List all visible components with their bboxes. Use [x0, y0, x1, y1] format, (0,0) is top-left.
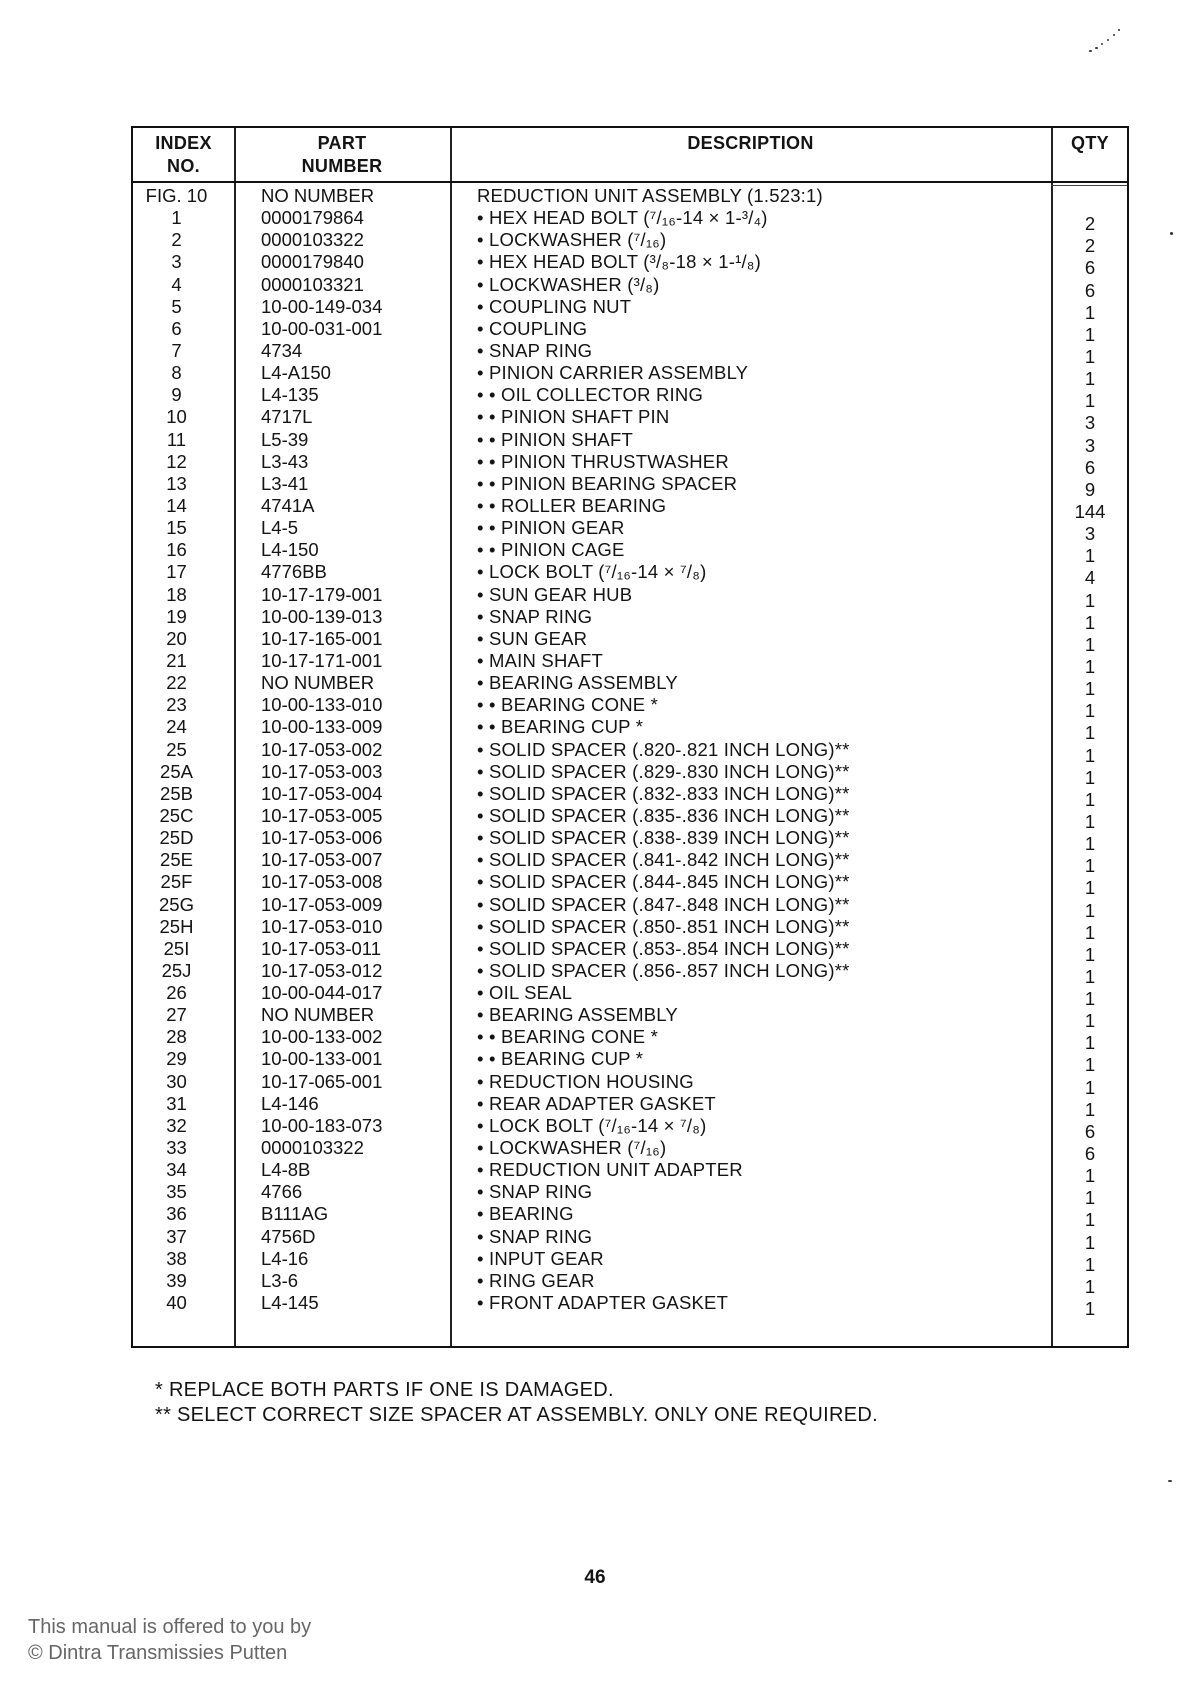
- qty-cell: 1: [1084, 788, 1096, 810]
- qty-cell: 1: [1084, 722, 1096, 744]
- index-cell: 33: [166, 1137, 187, 1159]
- table-row: [133, 1181, 1127, 1209]
- description-cell: • SUN GEAR: [477, 627, 588, 649]
- description-cell: • COUPLING NUT: [477, 295, 632, 317]
- part-number-cell: 10-17-165-001: [261, 627, 383, 649]
- table-row: [133, 273, 1127, 301]
- description-cell: • BEARING: [477, 1203, 574, 1225]
- table-row: [133, 1137, 1127, 1165]
- qty-cell: 1: [1084, 678, 1096, 700]
- table-row: [133, 539, 1127, 567]
- part-number-cell: 10-17-053-007: [261, 849, 383, 871]
- index-cell: 34: [166, 1159, 187, 1181]
- qty-cell: 144: [1074, 500, 1106, 522]
- index-cell: 25F: [160, 871, 193, 893]
- table-row: [133, 1269, 1127, 1297]
- table-body: [133, 185, 1127, 1320]
- table-row: [133, 1114, 1127, 1142]
- page-number: 46: [584, 1567, 606, 1588]
- description-cell: • LOCKWASHER (⁷/₁₆): [477, 229, 667, 251]
- table-row: [133, 1225, 1127, 1253]
- table-row: [133, 1026, 1127, 1054]
- part-number-cell: 10-17-171-001: [261, 649, 383, 671]
- index-cell: 25J: [161, 959, 192, 981]
- part-number-cell: 10-00-149-034: [261, 295, 383, 317]
- part-number-cell: L4-16: [261, 1247, 309, 1269]
- index-cell: 16: [166, 539, 187, 561]
- table-row: [133, 1159, 1127, 1187]
- index-cell: 9: [171, 384, 182, 406]
- description-cell: • REDUCTION HOUSING: [477, 1070, 694, 1092]
- part-number-cell: 10-17-053-004: [261, 782, 383, 804]
- index-cell: 13: [166, 472, 187, 494]
- part-number-cell: 0000179864: [261, 207, 364, 229]
- part-number-cell: 10-17-053-006: [261, 827, 383, 849]
- header-description: DESCRIPTION: [687, 133, 814, 153]
- table-row: [133, 893, 1127, 921]
- description-cell: • • PINION SHAFT: [477, 428, 633, 450]
- table-row: [133, 959, 1127, 987]
- part-number-cell: 10-00-133-001: [261, 1048, 383, 1070]
- description-cell: • REAR ADAPTER GASKET: [477, 1092, 716, 1114]
- qty-cell: 1: [1084, 1253, 1096, 1275]
- parts-table: [131, 126, 1129, 1348]
- description-cell: • SOLID SPACER (.829-.830 INCH LONG)**: [477, 760, 850, 782]
- table-row: [133, 317, 1127, 345]
- part-number-cell: 4734: [261, 339, 303, 361]
- description-cell: • SNAP RING: [477, 339, 593, 361]
- qty-cell: 6: [1084, 279, 1096, 301]
- qty-cell: 1: [1084, 611, 1096, 633]
- qty-cell: 1: [1084, 545, 1096, 567]
- table-row: [133, 339, 1127, 367]
- index-cell: 28: [166, 1026, 187, 1048]
- index-cell: 31: [166, 1092, 187, 1114]
- qty-cell: 6: [1084, 1143, 1096, 1165]
- description-cell: • SNAP RING: [477, 1181, 593, 1203]
- description-cell: • HEX HEAD BOLT (⁷/₁₆-14 × 1-³/₄): [477, 207, 768, 229]
- table-row: [133, 1203, 1127, 1231]
- part-number-cell: L4-135: [261, 384, 319, 406]
- description-cell: • • PINION CAGE: [477, 539, 625, 561]
- table-row: [133, 627, 1127, 655]
- description-cell: • MAIN SHAFT: [477, 649, 604, 671]
- part-number-cell: L4-146: [261, 1092, 319, 1114]
- table-row: [133, 1092, 1127, 1120]
- qty-cell: 1: [1084, 833, 1096, 855]
- header-index: INDEX NO.: [155, 133, 212, 176]
- part-number-cell: 10-17-053-012: [261, 959, 383, 981]
- qty-cell: 1: [1084, 810, 1096, 832]
- description-cell: • RING GEAR: [477, 1269, 595, 1291]
- description-cell: • LOCK BOLT (⁷/₁₆-14 × ⁷/₈): [477, 1114, 707, 1136]
- index-cell: 20: [166, 627, 187, 649]
- table-row: [133, 849, 1127, 877]
- description-cell: • LOCKWASHER (⁷/₁₆): [477, 1137, 667, 1159]
- index-cell: 5: [171, 295, 182, 317]
- index-cell: 24: [166, 716, 187, 738]
- part-number-cell: 10-17-053-002: [261, 738, 383, 760]
- qty-cell: 1: [1084, 855, 1096, 877]
- description-cell: • SNAP RING: [477, 605, 593, 627]
- qty-cell: 1: [1084, 390, 1096, 412]
- header-divider: [133, 181, 1127, 183]
- description-cell: • • PINION GEAR: [477, 517, 625, 539]
- description-cell: • SNAP RING: [477, 1225, 593, 1247]
- qty-cell: 1: [1084, 323, 1096, 345]
- part-number-cell: L3-43: [261, 450, 309, 472]
- table-row: [133, 207, 1127, 235]
- table-row: [133, 185, 1127, 207]
- header-qty: QTY: [1071, 133, 1109, 153]
- index-cell: 22: [166, 672, 187, 694]
- qty-cell: 6: [1084, 1120, 1096, 1142]
- description-cell: • SOLID SPACER (.847-.848 INCH LONG)**: [477, 893, 850, 915]
- qty-cell: 4: [1084, 567, 1096, 589]
- header-part-number: PART NUMBER: [301, 133, 383, 176]
- part-number-cell: 4766: [261, 1181, 303, 1203]
- part-number-cell: 0000103322: [261, 1137, 364, 1159]
- description-cell: • PINION CARRIER ASSEMBLY: [477, 362, 749, 384]
- qty-cell: 1: [1084, 633, 1096, 655]
- description-cell: • OIL SEAL: [477, 982, 573, 1004]
- index-cell: 19: [166, 605, 187, 627]
- qty-cell: 1: [1084, 1231, 1096, 1253]
- part-number-cell: L5-39: [261, 428, 309, 450]
- part-number-cell: 10-00-183-073: [261, 1114, 383, 1136]
- qty-cell: 1: [1084, 943, 1096, 965]
- table-row: [133, 827, 1127, 855]
- index-cell: 6: [171, 317, 182, 339]
- qty-cell: 1: [1084, 921, 1096, 943]
- scan-mark: [1085, 20, 1135, 60]
- index-cell: 39: [166, 1269, 187, 1291]
- part-number-cell: 10-00-044-017: [261, 982, 383, 1004]
- description-cell: • FRONT ADAPTER GASKET: [477, 1292, 729, 1314]
- table-row: [133, 295, 1127, 323]
- index-cell: 14: [166, 494, 187, 516]
- part-number-cell: L4-150: [261, 539, 319, 561]
- description-cell: • SOLID SPACER (.841-.842 INCH LONG)**: [477, 849, 850, 871]
- description-cell: • SOLID SPACER (.838-.839 INCH LONG)**: [477, 827, 850, 849]
- part-number-cell: 10-17-053-003: [261, 760, 383, 782]
- index-cell: 7: [171, 339, 182, 361]
- index-cell: 40: [166, 1292, 187, 1314]
- part-number-cell: L4-145: [261, 1292, 319, 1314]
- index-cell: 12: [166, 450, 187, 472]
- index-cell: 29: [166, 1048, 187, 1070]
- index-cell: 30: [166, 1070, 187, 1092]
- index-cell: 18: [166, 583, 187, 605]
- footnote-single: * REPLACE BOTH PARTS IF ONE IS DAMAGED.: [155, 1379, 614, 1401]
- table-row: [133, 649, 1127, 677]
- table-row: [133, 583, 1127, 611]
- part-number-cell: 10-17-065-001: [261, 1070, 383, 1092]
- part-number-cell: B111AG: [261, 1203, 329, 1225]
- description-cell: • • BEARING CUP *: [477, 1048, 644, 1070]
- qty-cell: 1: [1084, 1275, 1096, 1297]
- index-cell: 25B: [160, 782, 193, 804]
- qty-cell: 3: [1084, 434, 1096, 456]
- description-cell: • LOCKWASHER (³/₈): [477, 273, 660, 295]
- part-number-cell: L4-5: [261, 517, 299, 539]
- part-number-cell: 10-00-031-001: [261, 317, 383, 339]
- part-number-cell: L4-8B: [261, 1159, 311, 1181]
- scan-speck: [1170, 232, 1173, 235]
- index-cell: 26: [166, 982, 187, 1004]
- table-row: [133, 428, 1127, 456]
- index-cell: 11: [166, 428, 187, 450]
- qty-cell: 2: [1084, 213, 1096, 235]
- description-cell: • INPUT GEAR: [477, 1247, 604, 1269]
- qty-cell: 1: [1084, 1298, 1096, 1320]
- table-row: [133, 1247, 1127, 1275]
- qty-cell: 1: [1084, 655, 1096, 677]
- part-number-cell: L3-6: [261, 1269, 299, 1291]
- part-number-cell: 10-17-053-008: [261, 871, 383, 893]
- description-cell: • • PINION THRUSTWASHER: [477, 450, 729, 472]
- qty-cell: 2: [1084, 235, 1096, 257]
- table-row: [133, 782, 1127, 810]
- index-cell: 10: [166, 406, 187, 428]
- table-row: [133, 937, 1127, 965]
- table-row: [133, 1004, 1127, 1032]
- table-row: [133, 450, 1127, 478]
- description-cell: • COUPLING: [477, 317, 588, 339]
- description-cell: • • BEARING CUP *: [477, 716, 644, 738]
- description-cell: • SOLID SPACER (.856-.857 INCH LONG)**: [477, 959, 850, 981]
- table-row: [133, 982, 1127, 1010]
- table-row: [133, 251, 1127, 279]
- scan-speck: [1168, 1480, 1172, 1482]
- description-cell: • • ROLLER BEARING: [477, 494, 667, 516]
- part-number-cell: 4717L: [261, 406, 313, 428]
- qty-cell: 1: [1084, 1010, 1096, 1032]
- qty-cell: 3: [1084, 523, 1096, 545]
- description-cell: • • PINION SHAFT PIN: [477, 406, 670, 428]
- qty-cell: 1: [1084, 301, 1096, 323]
- description-cell: • HEX HEAD BOLT (³/₈-18 × 1-¹/₈): [477, 251, 762, 273]
- qty-cell: 1: [1084, 1054, 1096, 1076]
- table-row: [133, 738, 1127, 766]
- qty-cell: 1: [1084, 1076, 1096, 1098]
- index-cell: 25I: [163, 937, 190, 959]
- part-number-cell: 10-17-053-010: [261, 915, 383, 937]
- table-row: [133, 561, 1127, 589]
- part-number-cell: 10-00-133-002: [261, 1026, 383, 1048]
- index-cell: 2: [171, 229, 182, 251]
- index-cell: 3: [171, 251, 182, 273]
- qty-cell: 1: [1084, 766, 1096, 788]
- qty-cell: 1: [1084, 899, 1096, 921]
- index-cell: 8: [171, 362, 182, 384]
- description-cell: • • BEARING CONE *: [477, 1026, 659, 1048]
- index-cell: 15: [166, 517, 187, 539]
- description-cell: • • PINION BEARING SPACER: [477, 472, 738, 494]
- credit-footer: [28, 1614, 311, 1666]
- qty-cell: 1: [1084, 1032, 1096, 1054]
- part-number-cell: 4741A: [261, 494, 315, 516]
- qty-cell: 9: [1084, 478, 1096, 500]
- description-cell: • BEARING ASSEMBLY: [477, 672, 678, 694]
- table-row: [133, 406, 1127, 434]
- description-cell: • SOLID SPACER (.853-.854 INCH LONG)**: [477, 937, 850, 959]
- qty-cell: 6: [1084, 257, 1096, 279]
- index-cell: 1: [171, 207, 182, 229]
- description-cell: • SOLID SPACER (.820-.821 INCH LONG)**: [477, 738, 850, 760]
- table-row: [133, 472, 1127, 500]
- footnotes: [155, 1378, 878, 1428]
- table-row: [133, 915, 1127, 943]
- table-row: [133, 1048, 1127, 1076]
- part-number-cell: 10-17-053-011: [261, 937, 381, 959]
- part-number-cell: 0000179840: [261, 251, 364, 273]
- part-number-cell: 10-00-139-013: [261, 605, 383, 627]
- table-row: [133, 871, 1127, 899]
- index-cell: 25E: [160, 849, 193, 871]
- description-cell: • SOLID SPACER (.835-.836 INCH LONG)**: [477, 804, 850, 826]
- part-number-cell: 10-17-179-001: [261, 583, 383, 605]
- qty-cell: 1: [1084, 589, 1096, 611]
- credit-line-2: © Dintra Transmissies Putten: [28, 1642, 288, 1664]
- part-number-cell: NO NUMBER: [261, 1004, 375, 1026]
- footnote-double: ** SELECT CORRECT SIZE SPACER AT ASSEMBLY. ONLY ONE REQUIRED.: [155, 1404, 878, 1426]
- index-cell: 25G: [159, 893, 194, 915]
- index-cell: 17: [166, 561, 187, 583]
- index-cell: 27: [166, 1004, 187, 1026]
- index-cell: 21: [166, 649, 187, 671]
- table-row: [133, 1292, 1127, 1320]
- part-number-cell: L4-A150: [261, 362, 331, 384]
- qty-cell: 1: [1084, 988, 1096, 1010]
- description-cell: • • BEARING CONE *: [477, 694, 659, 716]
- table-row: [133, 672, 1127, 700]
- table-row: [133, 517, 1127, 545]
- table-row: [133, 1070, 1127, 1098]
- part-number-cell: L3-41: [261, 472, 309, 494]
- index-cell: 25: [166, 738, 187, 760]
- table-row: [133, 716, 1127, 744]
- qty-cell: 1: [1084, 744, 1096, 766]
- part-number-cell: 4776BB: [261, 561, 327, 583]
- index-cell: 25D: [159, 827, 194, 849]
- part-number-cell: NO NUMBER: [261, 185, 375, 206]
- description-cell: • SOLID SPACER (.850-.851 INCH LONG)**: [477, 915, 850, 937]
- table-row: [133, 760, 1127, 788]
- qty-cell: 1: [1084, 700, 1096, 722]
- table-row: [133, 229, 1127, 257]
- index-cell: 32: [166, 1114, 187, 1136]
- part-number-cell: 4756D: [261, 1225, 316, 1247]
- part-number-cell: 0000103321: [261, 273, 364, 295]
- qty-cell: 1: [1084, 1187, 1096, 1209]
- qty-cell: 1: [1084, 1098, 1096, 1120]
- part-number-cell: 10-17-053-005: [261, 804, 383, 826]
- index-cell: 25A: [160, 760, 193, 782]
- table-row: [133, 384, 1127, 412]
- index-cell: 35: [166, 1181, 187, 1203]
- qty-cell: 1: [1084, 877, 1096, 899]
- qty-cell: 1: [1084, 345, 1096, 367]
- table-row: [133, 362, 1127, 390]
- part-number-cell: NO NUMBER: [261, 672, 375, 694]
- table-row: [133, 694, 1127, 722]
- qty-cell: 1: [1084, 965, 1096, 987]
- description-cell: • LOCK BOLT (⁷/₁₆-14 × ⁷/₈): [477, 561, 707, 583]
- index-cell: 36: [166, 1203, 187, 1225]
- qty-cell: 3: [1084, 412, 1096, 434]
- part-number-cell: 10-00-133-010: [261, 694, 383, 716]
- index-cell: 4: [171, 273, 182, 295]
- table-row: [133, 804, 1127, 832]
- description-cell: • SUN GEAR HUB: [477, 583, 633, 605]
- description-cell: • REDUCTION UNIT ADAPTER: [477, 1159, 743, 1181]
- description-cell: • SOLID SPACER (.844-.845 INCH LONG)**: [477, 871, 850, 893]
- qty-cell: 1: [1084, 1209, 1096, 1231]
- qty-cell: 1: [1084, 368, 1096, 390]
- index-cell: 38: [166, 1247, 187, 1269]
- index-cell: FIG. 10: [145, 185, 208, 206]
- qty-cell: 6: [1084, 456, 1096, 478]
- table-row: [133, 605, 1127, 633]
- part-number-cell: 10-00-133-009: [261, 716, 383, 738]
- description-cell: REDUCTION UNIT ASSEMBLY (1.523:1): [477, 185, 823, 206]
- description-cell: • SOLID SPACER (.832-.833 INCH LONG)**: [477, 782, 850, 804]
- part-number-cell: 10-17-053-009: [261, 893, 383, 915]
- index-cell: 25C: [159, 804, 194, 826]
- description-cell: • BEARING ASSEMBLY: [477, 1004, 678, 1026]
- qty-cell: 1: [1084, 1165, 1096, 1187]
- index-cell: 25H: [159, 915, 194, 937]
- description-cell: • • OIL COLLECTOR RING: [477, 384, 704, 406]
- credit-line-1: This manual is offered to you by: [28, 1616, 312, 1638]
- index-cell: 23: [166, 694, 187, 716]
- index-cell: 37: [166, 1225, 187, 1247]
- table-row: [133, 494, 1127, 522]
- part-number-cell: 0000103322: [261, 229, 364, 251]
